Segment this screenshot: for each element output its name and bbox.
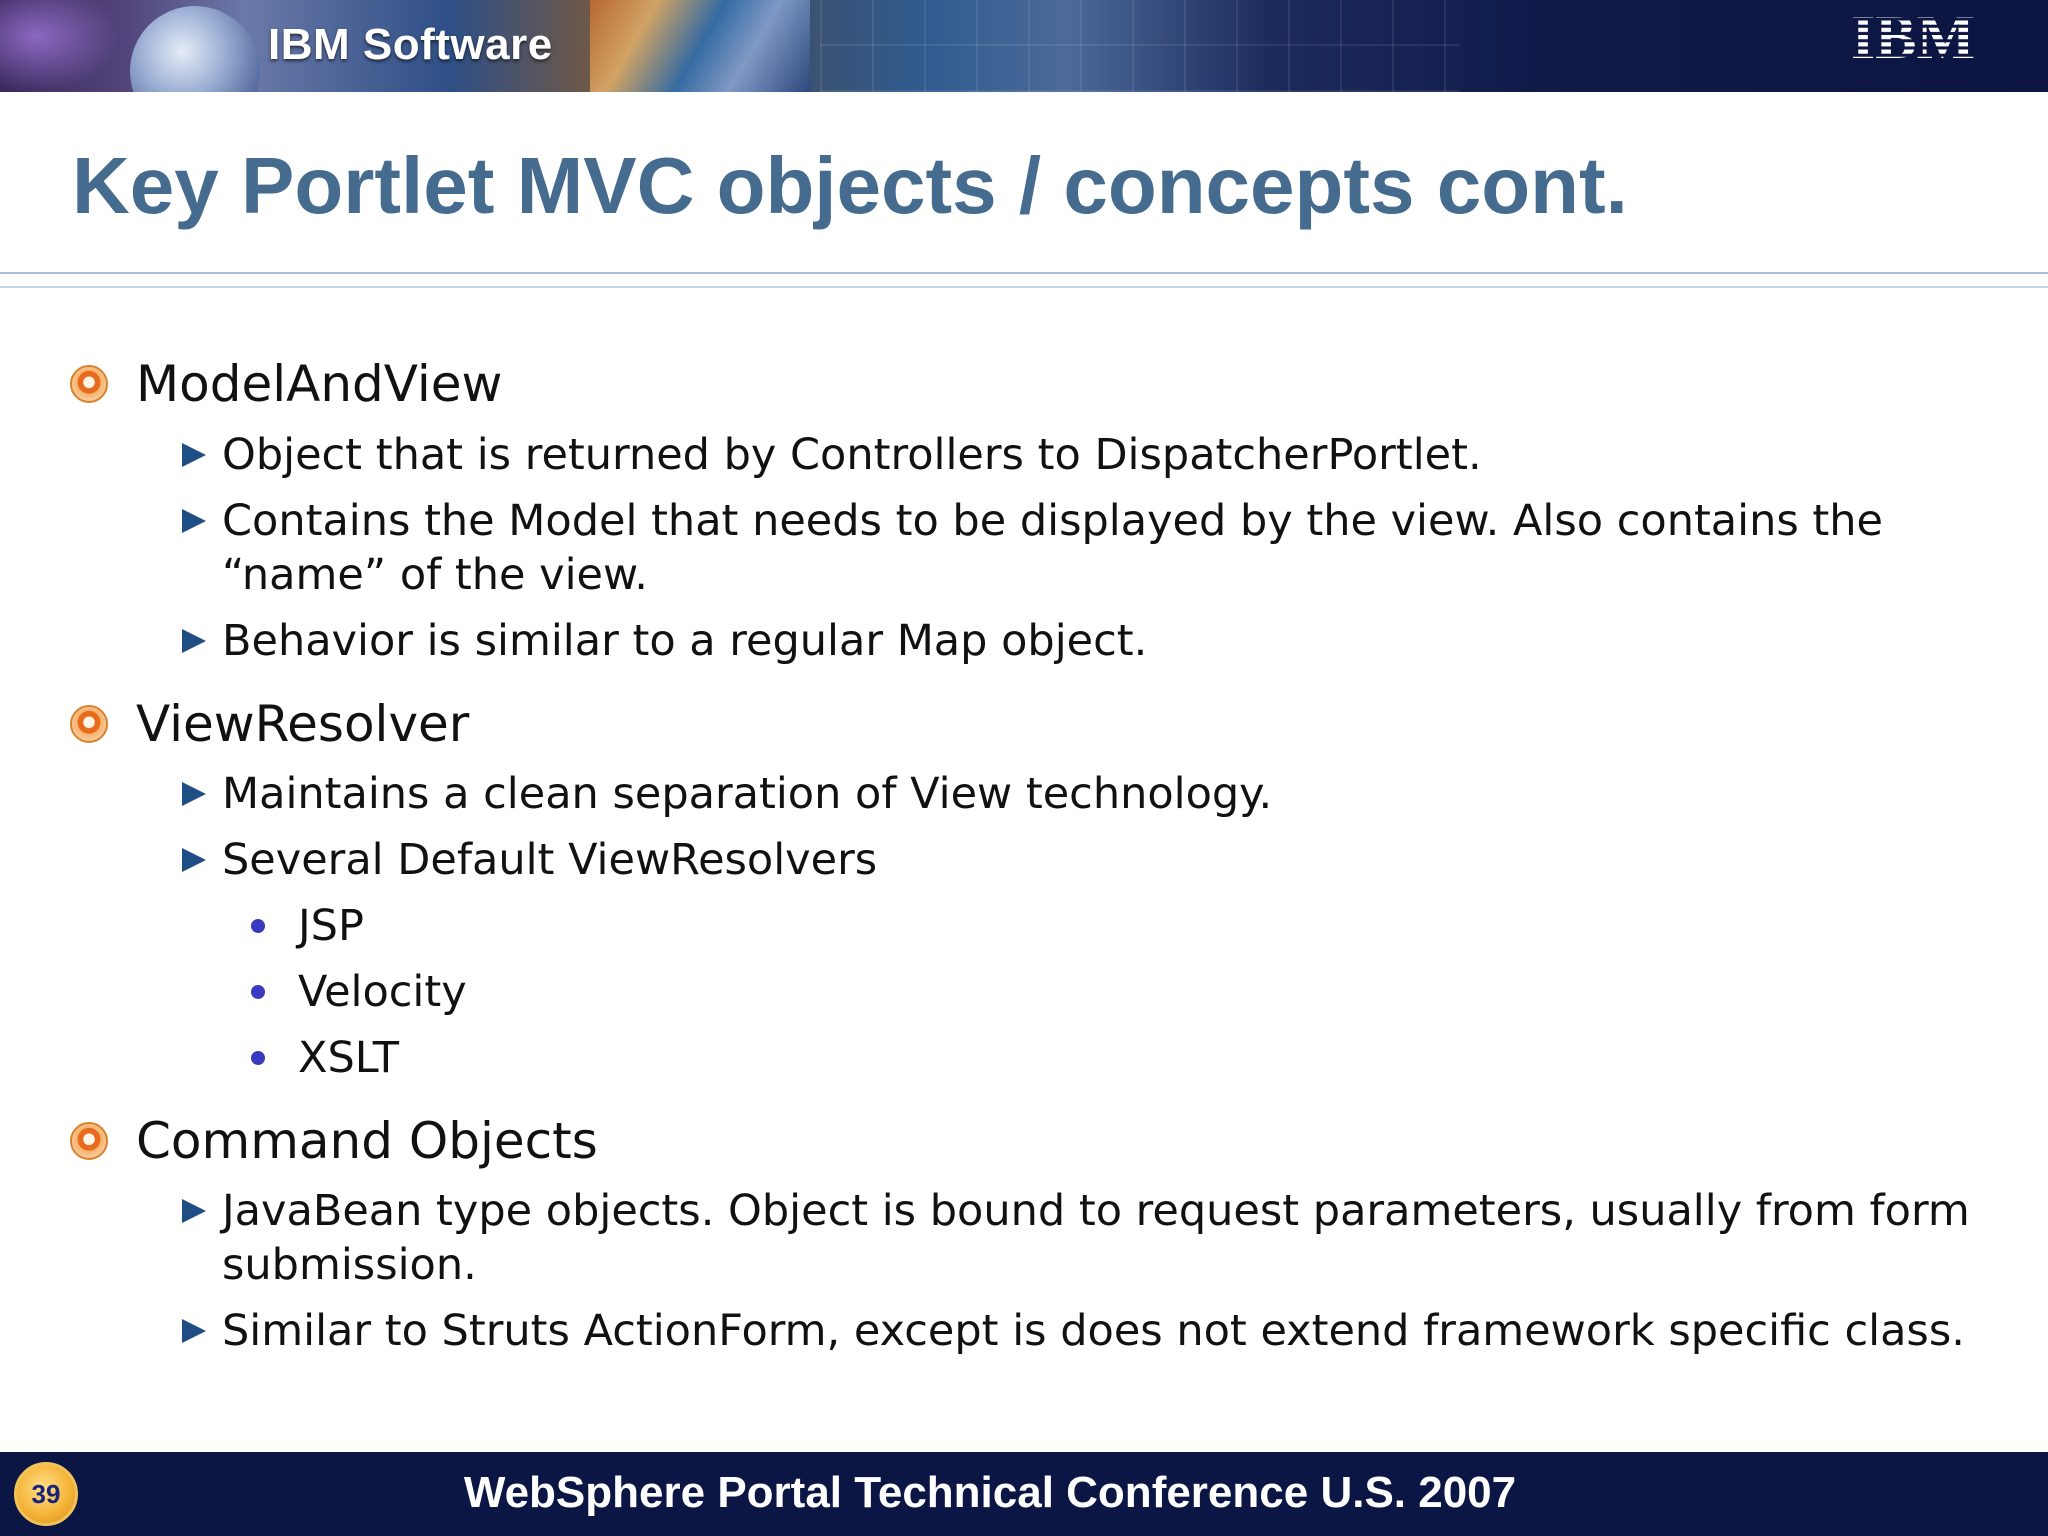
- list-item: Object that is returned by Controllers to DispatcherPortlet.: [222, 430, 1482, 480]
- sub-list-item: XSLT: [298, 1033, 400, 1083]
- list-item: Similar to Struts ActionForm, except is does not extend framework specific class.: [222, 1306, 1965, 1356]
- list-item: JavaBean type objects. Object is bound to request parameters, usually from form submission.: [222, 1186, 1970, 1290]
- section-heading: ModelAndView: [136, 355, 503, 413]
- arrow-bullet-icon: [182, 509, 206, 533]
- list-item: Several Default ViewResolvers: [222, 835, 878, 885]
- arrow-bullet-icon: [182, 443, 206, 467]
- section-bullet-icon: [70, 1122, 108, 1160]
- list-item: Maintains a clean separation of View technology.: [222, 769, 1273, 819]
- banner-swoosh-graphic: [0, 0, 120, 92]
- section-bullet-icon: [70, 705, 108, 743]
- arrow-bullet-icon: [182, 629, 206, 653]
- dot-bullet-icon: [251, 919, 265, 933]
- dot-bullet-icon: [251, 985, 265, 999]
- sub-list-item: Velocity: [298, 967, 467, 1017]
- arrow-bullet-icon: [182, 848, 206, 872]
- banner-tiles-graphic: [820, 0, 1460, 92]
- banner-globe-graphic: [130, 6, 260, 92]
- arrow-bullet-icon: [182, 1319, 206, 1343]
- section-bullet-icon: [70, 365, 108, 403]
- sub-list-item: JSP: [298, 901, 364, 951]
- list-item: Behavior is similar to a regular Map object.: [222, 616, 1148, 666]
- dot-bullet-icon: [251, 1051, 265, 1065]
- slide-title: Key Portlet MVC objects / concepts cont.: [72, 141, 1628, 230]
- page-number-badge: 39: [14, 1462, 78, 1526]
- footer-conference-title: WebSphere Portal Technical Conference U.S. 2007: [463, 1468, 1517, 1517]
- list-item: Contains the Model that needs to be displayed by the view. Also contains the “name” of the view.: [222, 496, 1884, 600]
- banner-collage-graphic: [590, 0, 810, 92]
- section-heading: Command Objects: [136, 1112, 598, 1170]
- footer-bar: [0, 1452, 2048, 1536]
- section-heading: ViewResolver: [136, 695, 470, 753]
- arrow-bullet-icon: [182, 782, 206, 806]
- ibm-logo-icon: [1840, 6, 1986, 64]
- header-banner: [0, 0, 2048, 92]
- title-divider: [0, 286, 2048, 288]
- title-divider: [0, 272, 2048, 274]
- banner-title: IBM Software: [268, 20, 553, 69]
- arrow-bullet-icon: [182, 1199, 206, 1223]
